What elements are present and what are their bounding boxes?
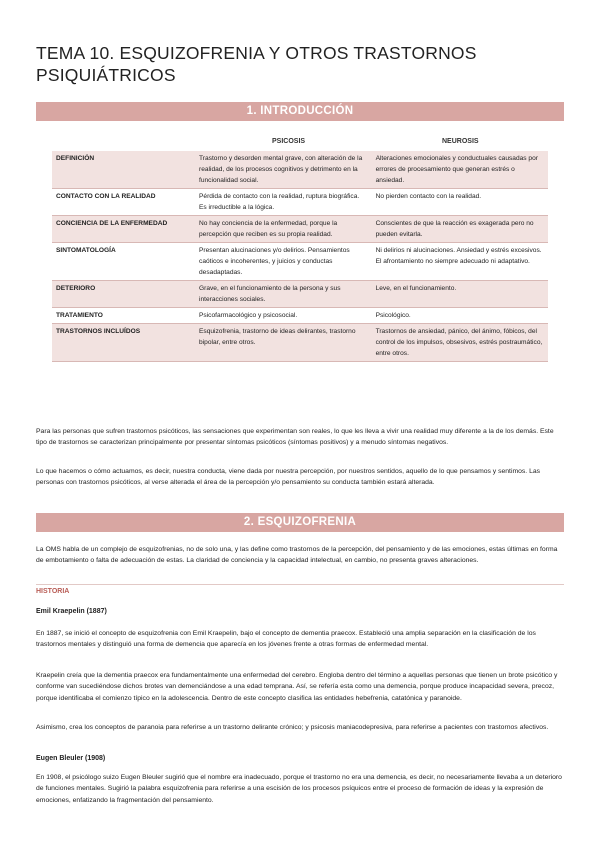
kraepelin-paragraph-3: Asimismo, crea los conceptos de paranoia para referirse a un trastorno delirante crónico; y psicosis maniacodepresiva, para referirse a pacientes con trastornos afectivos. [36,724,549,731]
table-row [52,151,548,189]
kraepelin-paragraph-2: Kraepelin creía que la dementia praecox era fundamentalmente una enfermedad del cerebro. Engloba dentro del término a aquellas personas que tienen un brote psicótico y conforme van sucediéndose dichos brotes van demenciándose a una edad temprana. Así, se refería esta como una demencia, porque produce incapacidad severa, precoz, porque identificaba el comienzo típico en la adolescencia. Dentro de este concepto clasifica las entidades hebefrenia, catatónica y paranoide. [36,672,558,702]
kraepelin-heading: Emil Kraepelin (1887) [36,608,107,615]
row-label: CONTACTO CON LA REALIDAD [52,189,195,216]
page-title: TEMA 10. ESQUIZOFRENIA Y OTROS TRASTORNOS PSIQUIÁTRICOS [36,43,477,85]
table-row [52,281,548,308]
table-row [52,308,548,324]
table-row [52,216,548,243]
psicosis-cell: Pérdida de contacto con la realidad, ruptura biográfica. Es irreductible a la lógica. [195,189,372,216]
neurosis-cell: Leve, en el funcionamiento. [372,281,548,308]
neurosis-cell: Ni delirios ni alucinaciones. Ansiedad y estrés excesivos. El afrontamiento no siempre adecuado ni adaptativo. [372,243,548,281]
intro-paragraph-2: Lo que hacemos o cómo actuamos, es decir, nuestra conducta, viene dada por nuestra percepción, por nuestros sentidos, aquello de lo que pensamos y sentimos. Las personas con trastornos psicóticos, al verse alterada el área de la percepción y/o pensamiento su conducta también estará alterada. [36,468,541,487]
neurosis-cell: Psicológico. [372,308,548,324]
row-label: CONCIENCIA DE LA ENFERMEDAD [52,216,195,243]
table-row [52,243,548,281]
psicosis-cell: No hay conciencia de la enfermedad, porque la percepción que reciben es su propia realidad. [195,216,372,243]
table-row [52,324,548,362]
neurosis-cell: Trastornos de ansiedad, pánico, del ánimo, fóbicos, del control de los impulsos, obsesivos, estrés postraumático, entre otros. [372,324,548,362]
neurosis-cell: No pierden contacto con la realidad. [372,189,548,216]
column-header-neurosis: NEUROSIS [442,138,479,145]
esquizofrenia-paragraph: La OMS habla de un complejo de esquizofrenias, no de solo una, y las define como trastornos de la percepción, del pensamiento y de las emociones, estas últimas en forma de embotamiento o falta de adecuación de estas. La claridad de conciencia y la capacidad intelectual, en cambio, no presenta graves alteraciones. [36,546,558,565]
row-label: SINTOMATOLOGÍA [52,243,195,281]
historia-heading: HISTORIA [36,588,70,595]
row-label: TRASTORNOS INCLUÍDOS [52,324,195,362]
row-label: TRATAMIENTO [52,308,195,324]
psicosis-cell: Esquizofrenia, trastorno de ideas delirantes, trastorno bipolar, entre otros. [195,324,372,362]
comparison-table [52,151,548,362]
table-row [52,189,548,216]
intro-paragraph-1: Para las personas que sufren trastornos psicóticos, las sensaciones que experimentan son reales, lo que les lleva a vivir una realidad muy diferente a la de los demás. Este tipo de trastornos se caracterizan principalmente por presentar síntomas psicóticos (síntomas positivos) y a menudo síntomas negativos. [36,428,554,447]
bleuler-heading: Eugen Bleuler (1908) [36,755,106,762]
neurosis-cell: Conscientes de que la reacción es exagerada pero no pueden evitarla. [372,216,548,243]
bleuler-paragraph: En 1908, el psicólogo suizo Eugen Bleuler sugirió que el nombre era inadecuado, porque el trastorno no era una demencia, es decir, no necesariamente llevaba a un deterioro de funciones mentales. Sugirió la palabra esquizofrenia para referirse a una escisión de los procesos psíquicos entre el proceso de formación de ideas y la expresión de emociones, enfatizando la fragmentación del pensamiento. [36,774,562,804]
psicosis-cell: Grave, en el funcionamiento de la persona y sus interacciones sociales. [195,281,372,308]
psicosis-cell: Psicofarmacológico y psicosocial. [195,308,372,324]
psicosis-cell: Trastorno y desorden mental grave, con alteración de la realidad, de los procesos cognitivos y detrimento en la funcionalidad social. [195,151,372,189]
divider [36,584,564,585]
section-heading-esquizofrenia: 2. ESQUIZOFRENIA [36,513,564,532]
row-label: DEFINICIÓN [52,151,195,189]
row-label: DETERIORO [52,281,195,308]
column-header-psicosis: PSICOSIS [272,138,306,145]
neurosis-cell: Alteraciones emocionales y conductuales causadas por errores de procesamiento que generan estrés o ansiedad. [372,151,548,189]
section-heading-introduccion: 1. INTRODUCCIÓN [36,102,564,121]
psicosis-cell: Presentan alucinaciones y/o delirios. Pensamientos caóticos e incoherentes, y juicios y conductas desadaptadas. [195,243,372,281]
kraepelin-paragraph-1: En 1887, se inició el concepto de esquizofrenia con Emil Kraepelin, bajo el concepto de dementia praecox. Estableció una amplia separación en la clasificación de los trastornos mentales y distinguió una forma de demencia que aparecía en los jóvenes frente a otras formas de enfermedad mental. [36,630,536,649]
